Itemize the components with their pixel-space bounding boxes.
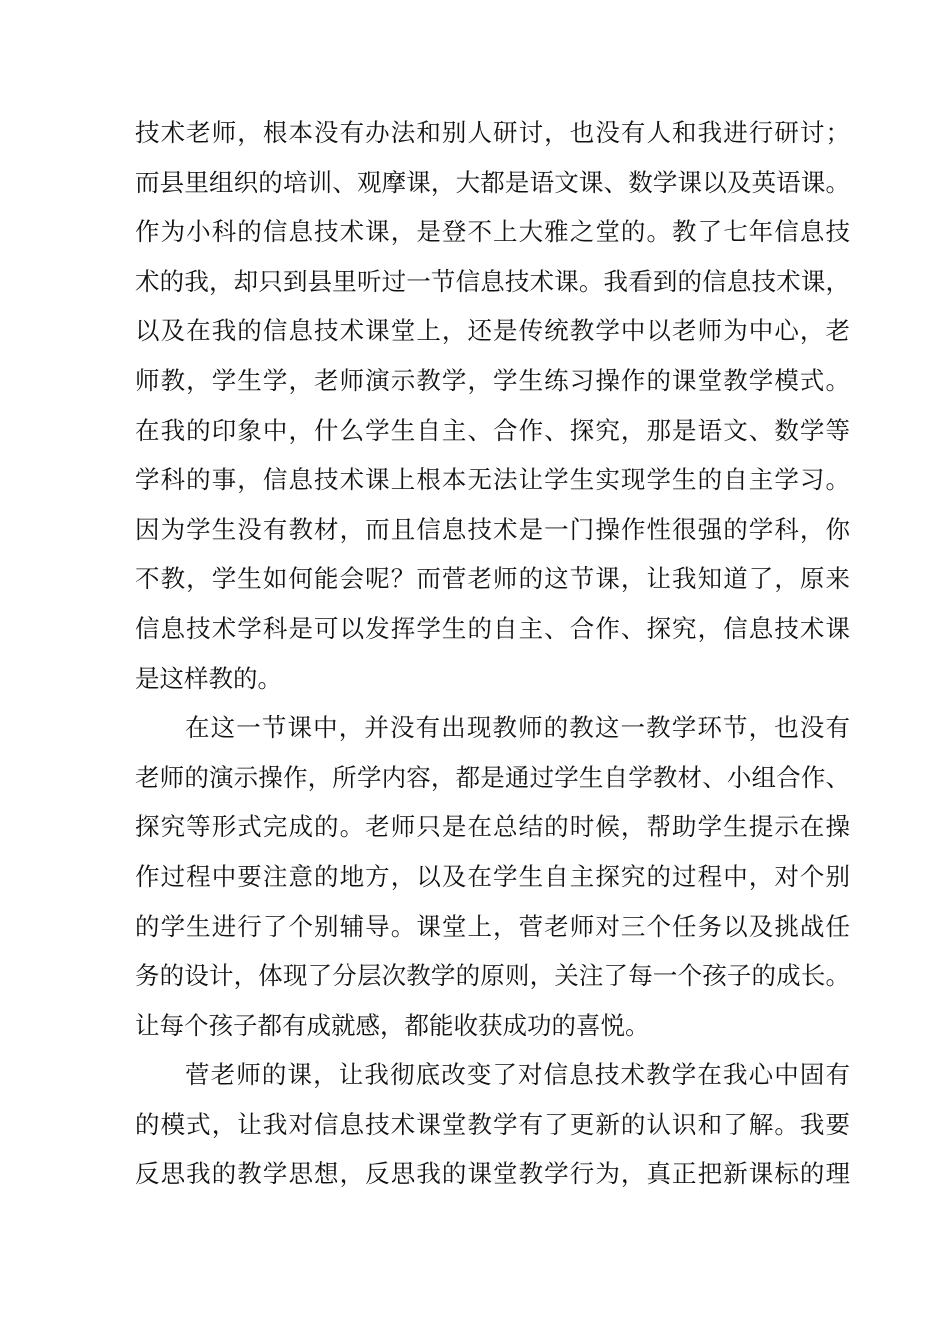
text-line: 务的设计，体现了分层次教学的原则，关注了每一个孩子的成长。 [135, 961, 850, 991]
text-line: 术的我，却只到县里听过一节信息技术课。我看到的信息技术课， [135, 266, 850, 296]
text-line: 而县里组织的培训、观摩课，大都是语文课、数学课以及英语课。 [135, 167, 850, 197]
text-line: 不教，学生如何能会呢？而菅老师的这节课，让我知道了，原来 [135, 564, 850, 594]
text-line: 作为小科的信息技术课，是登不上大雅之堂的。教了七年信息技 [135, 217, 850, 247]
paragraph-start-line: 在这一节课中，并没有出现教师的教这一教学环节，也没有 [185, 713, 850, 743]
text-line: 老师的演示操作，所学内容，都是通过学生自学教材、小组合作、 [135, 762, 850, 792]
text-line: 学科的事，信息技术课上根本无法让学生实现学生的自主学习。 [135, 465, 850, 495]
text-line: 反思我的教学思想，反思我的课堂教学行为，真正把新课标的理 [135, 1159, 850, 1189]
text-line: 因为学生没有教材，而且信息技术是一门操作性很强的学科，你 [135, 514, 850, 544]
body-text [135, 108, 850, 1199]
text-line: 让每个孩子都有成就感，都能收获成功的喜悦。 [135, 1010, 650, 1040]
text-line: 以及在我的信息技术课堂上，还是传统教学中以老师为中心，老 [135, 316, 850, 346]
text-line: 技术老师，根本没有办法和别人研讨，也没有人和我进行研讨； [135, 118, 850, 147]
text-line: 师教，学生学，老师演示教学，学生练习操作的课堂教学模式。 [135, 365, 850, 395]
text-line: 的学生进行了个别辅导。课堂上，菅老师对三个任务以及挑战任 [135, 911, 850, 941]
paragraph-start-line: 菅老师的课，让我彻底改变了对信息技术教学在我心中固有 [185, 1060, 850, 1090]
text-line: 作过程中要注意的地方，以及在学生自主探究的过程中，对个别 [135, 861, 850, 891]
text-line: 在我的印象中，什么学生自主、合作、探究，那是语文、数学等 [135, 415, 850, 445]
text-line: 是这样教的。 [135, 663, 282, 693]
text-line: 的模式，让我对信息技术课堂教学有了更新的认识和了解。我要 [135, 1109, 850, 1139]
text-line: 探究等形式完成的。老师只是在总结的时候，帮助学生提示在操 [135, 812, 850, 842]
text-line: 信息技术学科是可以发挥学生的自主、合作、探究，信息技术课 [135, 613, 850, 643]
